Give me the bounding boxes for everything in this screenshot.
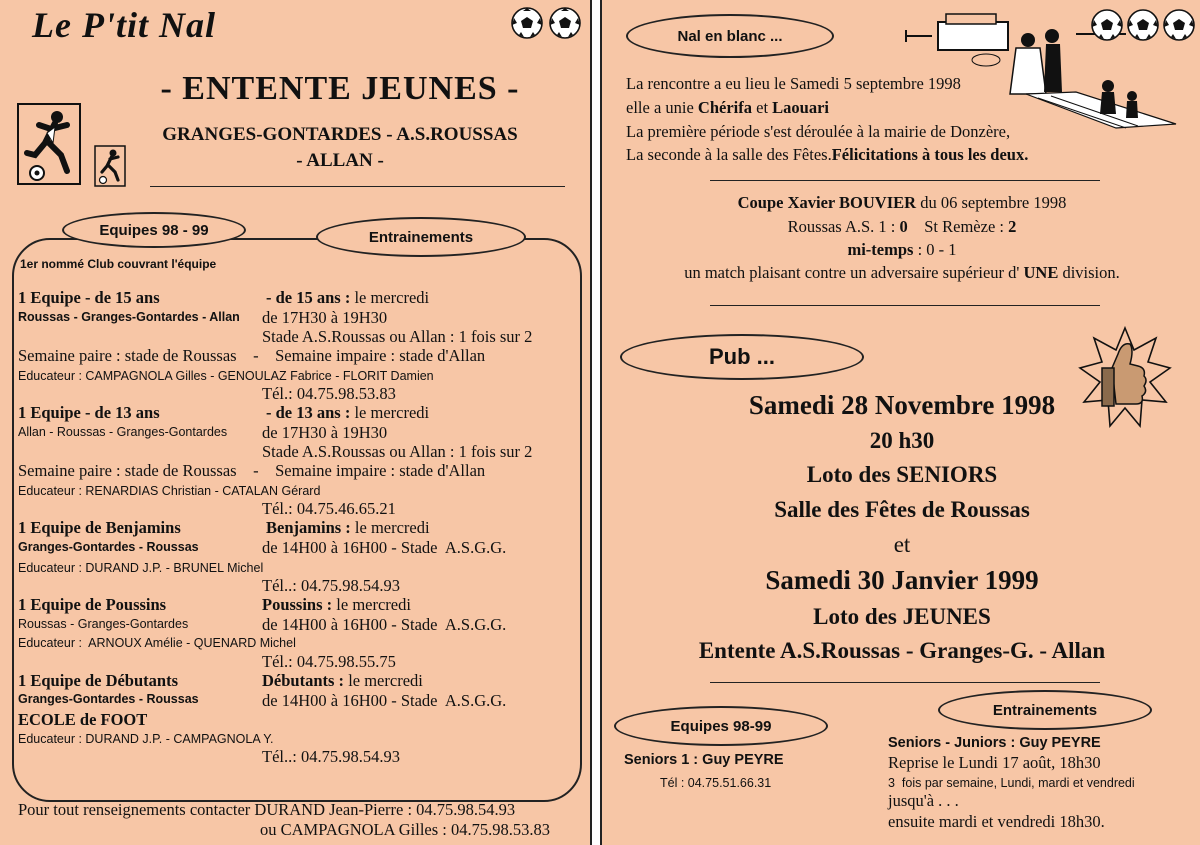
training-frequency: 3 fois par semaine, Lundi, mardi et vendredi [888, 776, 1135, 790]
training-day [262, 671, 423, 691]
event-1-name: Loto des SENIORS [806, 462, 998, 487]
event-1-time: 20 h30 [869, 428, 935, 453]
training-day-text: le mercredi [350, 403, 430, 422]
team-clubs [18, 310, 240, 324]
event-1-date: Samedi 28 Novembre 1998 [748, 390, 1056, 420]
bubble-equipes-seniors: Equipes 98-99 [614, 706, 828, 746]
cup-halftime-label: mi-temps [847, 240, 914, 259]
training-day [266, 288, 429, 308]
training-day-text: le mercredi [350, 518, 430, 537]
football-icon [512, 8, 542, 38]
team-name: 1 Equipe - de 13 ans [18, 403, 160, 422]
football-icon [1164, 10, 1194, 40]
training-head: Poussins : [262, 595, 333, 614]
event-2-name: Loto des JEUNES [813, 604, 991, 629]
training-day-text: le mercredi [332, 595, 411, 614]
team-clubs: Granges-Gontardes - Roussas [18, 540, 199, 554]
football-icon [1092, 10, 1122, 40]
training-then: ensuite mardi et vendredi 18h30. [888, 812, 1105, 831]
training-head: Seniors - Juniors : Guy PEYRE [888, 735, 1101, 751]
cup-date: du 06 septembre 1998 [916, 193, 1067, 212]
training-head: Débutants : [262, 671, 345, 690]
team-phone: Tél.: 04.75.46.65.21 [262, 499, 396, 518]
training-weeks: Semaine paire : stade de Roussas - Semaine impaire : stade d'Allan [18, 346, 486, 365]
cup-team-2: St Remèze : [907, 217, 1009, 236]
team-educators: Educateur : CAMPAGNOLA Gilles - GENOULAZ Fabrice - FLORIT Damien [18, 369, 434, 383]
wedding-name-1: Chérifa [697, 98, 752, 117]
football-icon [1128, 10, 1158, 40]
cup-comment [602, 263, 1200, 283]
wedding-line-2 [626, 98, 829, 118]
wedding-line-3: La première période s'est déroulée à la mairie de Donzère, [626, 122, 1011, 141]
team-name: 1 Equipe - de 15 ans [18, 288, 160, 307]
team-educators: Educateur : RENARDIAS Christian - CATALAN Gérard [18, 484, 321, 498]
cup-comment-end: division. [1058, 263, 1120, 282]
training-head: - de 13 ans : [266, 403, 351, 422]
training-time: de 14H00 à 16H00 - Stade A.S.G.G. [262, 538, 507, 557]
wedding-line-4-text: La seconde à la salle des Fêtes. [626, 145, 832, 164]
training-time: de 14H00 à 16H00 - Stade A.S.G.G. [262, 691, 507, 710]
wedding-name-2: Laouari [772, 98, 830, 117]
team-clubs [18, 425, 227, 439]
cup-comment-emph: UNE [1023, 263, 1059, 282]
team-phone: Tél.: 04.75.98.55.75 [262, 652, 396, 671]
divider [710, 180, 1100, 181]
team-lead-club: Roussas - Granges-Gontardes - Allan [18, 310, 240, 324]
bubble-nal-en-blanc: Nal en blanc ... [626, 14, 834, 58]
wedding-line-2-text: elle a unie [626, 98, 698, 117]
contact-line-1: Pour tout renseignements contacter DURAND Jean-Pierre : 04.75.98.54.93 [18, 800, 516, 819]
training-time: de 17H30 à 19H30 [262, 423, 388, 442]
banner-clubs-second: - ALLAN - [296, 150, 384, 171]
seniors-team: Seniors 1 : Guy PEYRE [624, 752, 784, 768]
banner-title: - ENTENTE JEUNES - [160, 70, 520, 107]
event-2-place: Entente A.S.Roussas - Granges-G. - Allan [698, 638, 1106, 663]
team-name: 1 Equipe de Benjamins [18, 518, 181, 537]
team-phone: Tél.: 04.75.98.53.83 [262, 384, 396, 403]
divider [710, 682, 1100, 683]
cup-score-2: 2 [1008, 217, 1017, 236]
cup-title: Coupe Xavier BOUVIER [737, 193, 917, 212]
training-time: de 14H00 à 16H00 - Stade A.S.G.G. [262, 615, 507, 634]
training-day [266, 403, 429, 423]
divider [710, 305, 1100, 306]
training-head: Benjamins : [266, 518, 351, 537]
training-day-text: le mercredi [344, 671, 423, 690]
cup-score-1: 0 [899, 217, 908, 236]
football-icons [1090, 8, 1196, 42]
cup-comment-text: un match plaisant contre un adversaire supérieur d' [684, 263, 1024, 282]
training-day-text: le mercredi [350, 288, 430, 307]
banner-divider [150, 186, 565, 187]
seniors-phone: Tél : 04.75.51.66.31 [660, 776, 772, 790]
bubble-equipes: Equipes 98 - 99 [62, 212, 246, 248]
team-phone: Tél..: 04.75.98.54.93 [262, 576, 400, 595]
team-name: 1 Equipe de Poussins [18, 595, 167, 614]
training-head: - de 15 ans : [266, 288, 351, 307]
bubble-pub: Pub ... [620, 334, 864, 380]
training-restart: Reprise le Lundi 17 août, 18h30 [888, 753, 1101, 772]
training-venue: Stade A.S.Roussas ou Allan : 1 fois sur 2 [262, 327, 533, 346]
football-school: ECOLE de FOOT [18, 710, 148, 729]
team-phone: Tél..: 04.75.98.54.93 [262, 747, 400, 766]
cup-halftime-line [602, 240, 1200, 260]
wedding-line-4 [626, 145, 1028, 165]
training-venue: Stade A.S.Roussas ou Allan : 1 fois sur 2 [262, 442, 533, 461]
event-2-date: Samedi 30 Janvier 1999 [765, 565, 1039, 595]
bubble-entrainements: Entrainements [316, 217, 526, 257]
training-until: jusqu'à . . . [888, 791, 959, 810]
team-educators: Educateur : DURAND J.P. - BRUNEL Michel [18, 561, 264, 575]
note-first-named: 1er nommé Club couvrant l'équipe [20, 257, 217, 271]
cup-score-line [602, 217, 1200, 237]
wedding-line-1: La rencontre a eu lieu le Samedi 5 septembre 1998 [626, 74, 961, 93]
event-1-place: Salle des Fêtes de Roussas [774, 497, 1030, 522]
training-weeks: Semaine paire : stade de Roussas - Semaine impaire : stade d'Allan [18, 461, 486, 480]
small-footballer-icon [94, 145, 126, 187]
team-clubs-text: Allan - Roussas - Granges-Gontardes [18, 425, 228, 439]
footballer-icon [17, 103, 81, 185]
bubble-entrainements-seniors: Entrainements [938, 690, 1152, 730]
cup-halftime: : 0 - 1 [913, 240, 957, 259]
team-educators: Educateur : ARNOUX Amélie - QUENARD Michel [18, 636, 296, 650]
football-icon [550, 8, 580, 38]
logo-title: Le P'tit Nal [32, 5, 216, 45]
cup-team-1: Roussas A.S. 1 : [787, 217, 900, 236]
team-name: 1 Equipe de Débutants [18, 671, 178, 690]
right-page [600, 0, 1200, 845]
team-clubs: Roussas - Granges-Gontardes [18, 617, 189, 631]
football-icons [510, 6, 584, 40]
wedding-et: et [752, 98, 773, 117]
banner-clubs: GRANGES-GONTARDES - A.S.ROUSSAS [162, 124, 518, 145]
left-page [0, 0, 592, 845]
team-educators: Educateur : DURAND J.P. - CAMPAGNOLA Y. [18, 732, 274, 746]
training-day [266, 518, 430, 538]
cup-title-line [602, 193, 1200, 213]
wedding-congratulations: Félicitations à tous les deux. [831, 145, 1029, 164]
events-joiner: et [893, 532, 911, 557]
training-day [262, 595, 411, 615]
contact-line-2: ou CAMPAGNOLA Gilles : 04.75.98.53.83 [260, 820, 550, 839]
team-clubs: Granges-Gontardes - Roussas [18, 692, 199, 706]
training-time: de 17H30 à 19H30 [262, 308, 388, 327]
